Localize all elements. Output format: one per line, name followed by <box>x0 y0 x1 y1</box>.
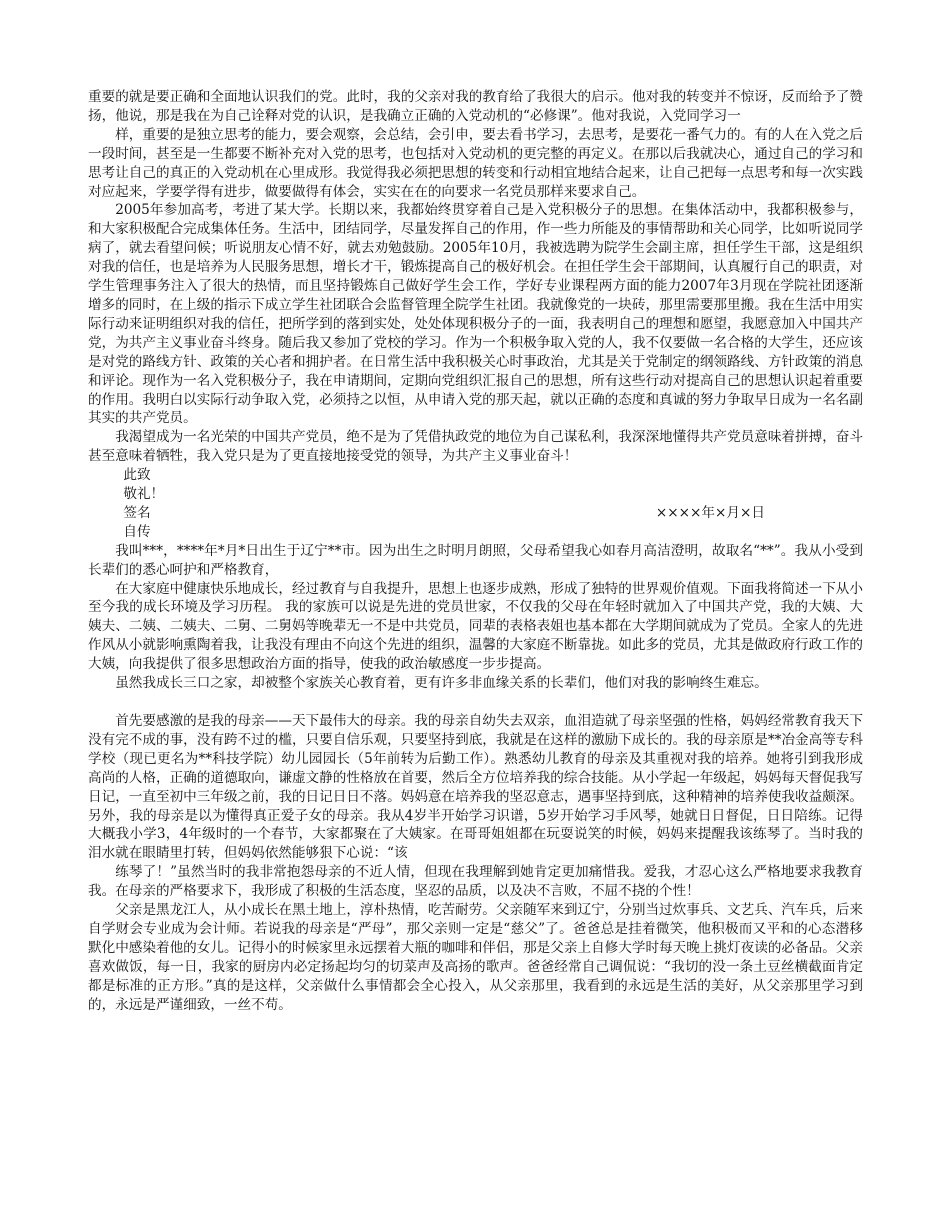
paragraph-family-background: 在大家庭中健康快乐地成长，经过教育与自我提升，思想上也逐步成熟，形成了独特的世界观价值观。下面我将简述一下从小至今我的成长环境及学习历程。 我的家族可以说是先进的党员世家，不仅我的父母在年轻时就加入了中国共产党，我的大姨、大姨夫、二姨、二姨夫、二舅、二舅妈等晚辈无一不是中共党员，同辈的表格表姐也基本都在大学期间就成为了党员。全家人的先进作风从小就影响熏陶着我，让我没有理由不向这个先进的组织，温馨的大家庭不断靠拢。如此多的党员，尤其是做政府行政工作的大姨，向我提供了很多思想政治方面的指导，使我的政治敏感度一步步提高。 <box>88 580 863 673</box>
signature-row <box>88 504 863 523</box>
paragraph-aspiration: 我渴望成为一名光荣的中国共产党员，绝不是为了凭借执政党的地位为自己谋私利，我深深地懂得共产党员意味着拼搏，奋斗甚至意味着牺牲，我入党只是为了更直接地接受党的领导，为共产主义事业奋斗！ <box>88 429 863 465</box>
paragraph-family-care: 虽然我成长三口之家，却被整个家族关心教育着，更有许多非血缘关系的长辈们，他们对我的影响终生难忘。 <box>115 675 768 692</box>
signature-date: ××××年×月×日 <box>655 504 765 521</box>
paragraph-birth: 我叫***，****年*月*日出生于辽宁**市。因为出生之时明月朗照，父母希望我心如春月高洁澄明，故取名“**”。我从小受到长辈们的悉心呵护和严格教育， <box>88 542 863 578</box>
paragraph-father: 父亲是黑龙江人，从小成长在黑土地上，淳朴热情，吃苦耐劳。父亲随军来到辽宁，分别当过炊事兵、文艺兵、汽车兵，后来自学财会专业成为会计师。若说我的母亲是“严母”，那父亲则一定是“慈父”了。爸爸总是挂着微笑，他积极而又平和的心态潜移默化中感染着他的女儿。记得小的时候家里永远摆着大瓶的咖啡和伴侣，那是父亲上自修大学时每天晚上挑灯夜读的必备品。父亲喜欢做饭，每一日，我家的厨房内必定扬起均匀的切菜声及高扬的歌声。爸爸经常自己调侃说：“我切的没一条土豆丝横截面肯定都是标准的正方形。”真的是这样，父亲做什么事情都会全心投入，从父亲那里，我看到的永远是生活的美好，从父亲那里学习到的，永远是严谨细致，一丝不苟。 <box>88 902 863 1013</box>
autobiography-heading: 自传 <box>123 523 151 540</box>
signature-label: 签名 <box>123 504 151 521</box>
paragraph-mother-continued: 练琴了！”虽然当时的我非常抱怨母亲的不近人情，但现在我理解到她肯定更加痛惜我。爱我，才忍心这么严格地要求我教育我。在母亲的严格要求下，我形成了积极的生活态度，坚忍的品质，以及决不言败，不屈不挠的个性！ <box>88 864 863 900</box>
paragraph-independent-thinking: 样，重要的是独立思考的能力，要会观察，会总结，会引申，要去看书学习，去思考，是要花一番气力的。有的人在入党之后一段时间，甚至是一生都要不断补充对入党的思考，也包括对入党动机的更完整的再定义。在那以后我就决心，通过自己的学习和思考让自己的真正的入党动机在心里成形。我觉得我必须把思想的转变和行动相宜地结合起来，让自己把每一点思考和每一次实践对应起来，学要学得有进步，做要做得有体会，实实在在的向要求一名党员那样来要求自己。 <box>88 126 863 200</box>
closing-ci-zhi: 此致 <box>123 467 151 484</box>
paragraph-mother: 首先要感激的是我的母亲——天下最伟大的母亲。我的母亲自幼失去双亲，血泪造就了母亲坚强的性格，妈妈经常教育我天下没有完不成的事，没有跨不过的槛，只要自信乐观，只要坚持到底，我就是在这样的激励下成长的。我的母亲原是**冶金高等专科学校（现已更名为**科技学院）幼儿园园长（5年前转为后勤工作）。熟悉幼儿教育的母亲及其重视对我的培养。她将引到我形成高尚的人格，正确的道德取向，谦虚文静的性格放在首要，然后全方位培养我的综合技能。从小学起一年级起，妈妈每天督促我写日记，一直至初中三年级之前，我的日记日日不落。妈妈意在培养我的坚忍意志，遇事坚持到底，这种精神的培养使我收益颇深。另外，我的母亲是以为懂得真正爱子女的母亲。我从4岁半开始学习识谱，5岁开始学习手风琴，她就日日督促，日日陪练。记得大概我小学3，4年级时的一个春节，大家都聚在了大姨家。在哥哥姐姐都在玩耍说笑的时候，妈妈来提醒我该练琴了。当时我的泪水就在眼睛里打转，但妈妈依然能够狠下心说：“该 <box>88 713 863 862</box>
closing-jing-li: 敬礼！ <box>123 486 165 503</box>
paragraph-party-understanding: 重要的就是要正确和全面地认识我们的党。此时，我的父亲对我的教育给了我很大的启示。他对我的转变并不惊讶，反而给予了赞扬，他说，那是我在为自己诠释对党的认识，是我确立正确的入党动机的“必修课”。他对我说，入党同学习一 <box>88 89 863 124</box>
document-page <box>88 88 863 1015</box>
paragraph-university-experience: 2005年参加高考，考进了某大学。长期以来，我都始终贯穿着自己是入党积极分子的思想。在集体活动中，我都积极参与，和大家积极配合完成集体任务。生活中，团结同学，尽量发挥自己的作用，作一些力所能及的事情帮助和关心同学，比如听说同学病了，就去看望问候；听说朋友心情不好，就去劝勉鼓励。2005年10月，我被选聘为院学生会副主席，担任学生干部，这是组织对我的信任，也是培养为人民服务思想，增长才干，锻炼提高自己的极好机会。在担任学生会干部期间，认真履行自己的职责，对学生管理事务注入了很大的热情，而且坚持锻炼自己做好学生会工作，学好专业课程两方面的能力2007年3月现在学院社团逐渐增多的同时，在上级的指示下成立学生社团联合会监督管理全院学生社团。我就像党的一块砖，那里需要那里搬。我在生活中用实际行动来证明组织对我的信任，把所学到的落到实处，处处体现积极分子的一面，我表明自己的理想和愿望，我愿意加入中国共产党，为共产主义事业奋斗终身。随后我又参加了党校的学习。作为一个积极争取入党的人，我不仅要做一名合格的大学生，还应该是对党的路线方针、政策的关心者和拥护者。在日常生活中我积极关心时事政治，尤其是关于党制定的纲领路线、方针政策的消息和评论。现作为一名入党积极分子，我在申请期间，定期向党组织汇报自己的思想，所有这些行动对提高自己的思想认识起着重要的作用。我明白以实际行动争取入党，必须持之以恒，从申请入党的那天起，就以正确的态度和真诚的努力争取早日成为一名名副其实的共产党员。 <box>88 202 863 427</box>
paragraph-gap <box>88 693 863 712</box>
